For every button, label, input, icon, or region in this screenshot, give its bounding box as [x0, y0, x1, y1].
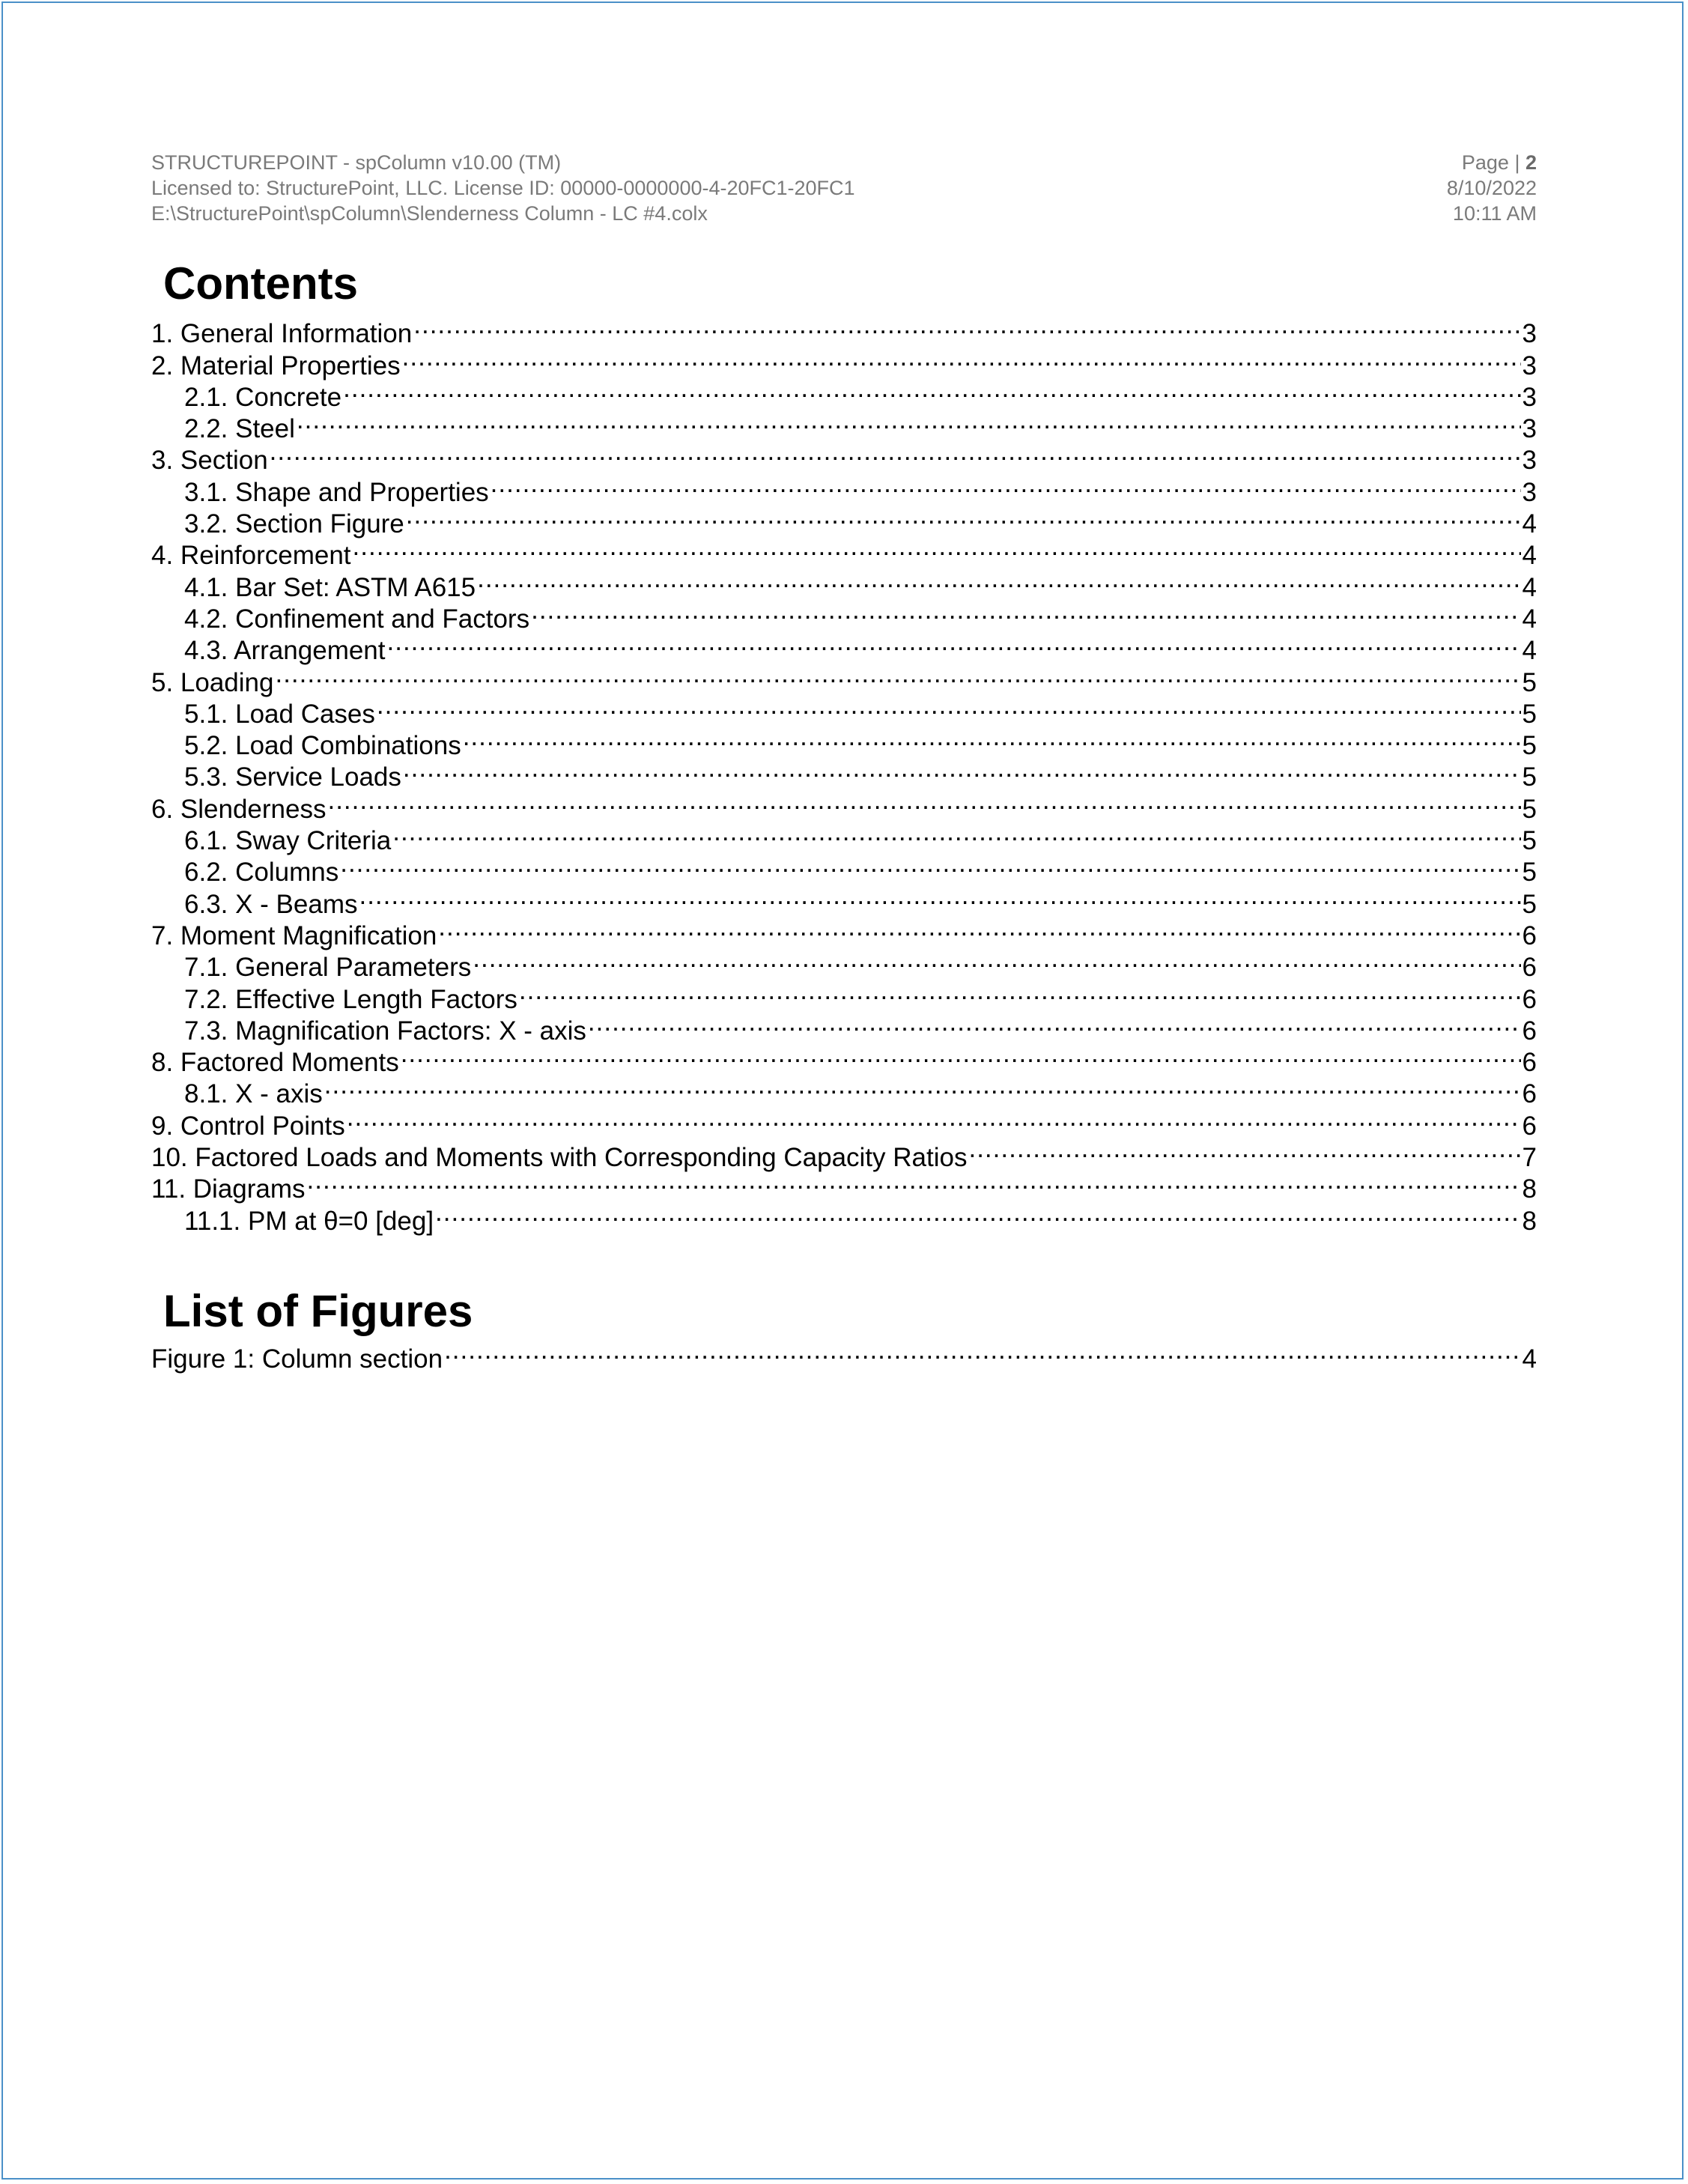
dot-leader: [297, 406, 1521, 437]
toc-entry-label: 6.2. Columns: [184, 858, 339, 888]
toc-entry-label: 8.1. X - axis: [184, 1079, 323, 1109]
dot-leader: [353, 533, 1521, 564]
toc-entry-page: 4: [1522, 509, 1537, 539]
toc-entry-page: 3: [1522, 319, 1537, 349]
toc-entry-page: 8: [1522, 1174, 1537, 1204]
toc-entry[interactable]: [151, 1166, 1537, 1204]
toc-entry[interactable]: [151, 1198, 1537, 1236]
toc-entry[interactable]: [151, 881, 1537, 919]
toc-entry-label: 5.3. Service Loads: [184, 762, 401, 792]
toc-entry-page: 6: [1522, 1111, 1537, 1141]
figures-heading: List of Figures: [163, 1286, 473, 1336]
report-time: 10:11 AM: [1452, 202, 1537, 225]
dot-leader: [519, 976, 1521, 1007]
dot-leader: [402, 342, 1521, 374]
toc-entry-page: 3: [1522, 477, 1537, 507]
toc-entry-label: 6.1. Sway Criteria: [184, 826, 392, 856]
dot-leader: [588, 1008, 1521, 1040]
toc-entry[interactable]: [151, 691, 1537, 729]
toc-entry-page: 5: [1522, 762, 1537, 792]
toc-entry-label: 2.2. Steel: [184, 414, 295, 444]
toc-entry-label: 4.3. Arrangement: [184, 636, 386, 666]
toc-entry-label: 4.2. Confinement and Factors: [184, 604, 530, 634]
dot-leader: [403, 754, 1521, 786]
dot-leader: [270, 437, 1521, 469]
toc-entry[interactable]: [151, 437, 1537, 476]
dot-leader: [327, 786, 1520, 817]
toc-entry-page: 4: [1522, 541, 1537, 571]
toc-entry[interactable]: [151, 533, 1537, 571]
dot-leader: [968, 1135, 1520, 1166]
toc-entry-page: 3: [1522, 351, 1537, 380]
report-date: 8/10/2022: [1446, 177, 1537, 199]
dot-leader: [531, 596, 1520, 628]
toc-entry-page: 3: [1522, 446, 1537, 476]
dot-leader: [463, 723, 1521, 754]
toc-entry-label: 1. General Information: [151, 319, 413, 349]
dot-leader: [359, 881, 1520, 912]
toc-entry-label: 3. Section: [151, 446, 268, 476]
toc-entry-label: 7. Moment Magnification: [151, 920, 437, 950]
toc-entry-page: 4: [1522, 604, 1537, 634]
toc-entry-page: 4: [1522, 572, 1537, 602]
dot-leader: [435, 1198, 1520, 1229]
dot-leader: [340, 849, 1520, 881]
toc-entry-page: 6: [1522, 1048, 1537, 1078]
dot-leader: [473, 944, 1520, 976]
toc-entry-page: 8: [1522, 1206, 1537, 1236]
toc-entry[interactable]: [151, 1135, 1537, 1173]
toc-entry-page: 5: [1522, 826, 1537, 856]
toc-entry-page: 5: [1522, 889, 1537, 919]
toc-entry-label: 6.3. X - Beams: [184, 889, 358, 919]
dot-leader: [387, 628, 1521, 659]
toc-entry[interactable]: [151, 1336, 1537, 1374]
toc-entry[interactable]: [151, 311, 1537, 349]
toc-entry-page: 4: [1522, 1344, 1537, 1374]
contents-heading: Contents: [163, 258, 358, 309]
dot-leader: [275, 659, 1520, 691]
toc-entry-label: 9. Control Points: [151, 1111, 345, 1141]
toc-entry-label: 5.2. Load Combinations: [184, 731, 461, 761]
header-row-1: [151, 150, 1537, 175]
toc-entry-label: 6. Slenderness: [151, 794, 327, 824]
dot-leader: [392, 818, 1520, 849]
toc-entry[interactable]: [151, 1102, 1537, 1141]
toc-entry[interactable]: [151, 564, 1537, 602]
dot-leader: [324, 1071, 1521, 1102]
toc-entry-page: 6: [1522, 1016, 1537, 1046]
toc-entry-label: 7.3. Magnification Factors: X - axis: [184, 1016, 586, 1046]
dot-leader: [444, 1336, 1520, 1368]
toc-entry-page: 6: [1522, 1079, 1537, 1109]
toc-entry-page: 7: [1522, 1143, 1537, 1173]
page-label: Page |: [1461, 151, 1525, 174]
toc-entry-label: 2.1. Concrete: [184, 382, 342, 412]
toc-entry-page: 3: [1522, 414, 1537, 444]
file-path: E:\StructurePoint\spColumn\Slenderness Column - LC #4.colx: [151, 202, 708, 225]
list-of-figures: [151, 1336, 1537, 1374]
table-of-contents: [151, 311, 1537, 1236]
toc-entry[interactable]: [151, 406, 1537, 444]
toc-entry-label: 4.1. Bar Set: ASTM A615: [184, 572, 476, 602]
toc-entry-label: 2. Material Properties: [151, 351, 401, 380]
header-row-2: [151, 175, 1537, 201]
dot-leader: [491, 469, 1521, 500]
toc-entry-page: 5: [1522, 699, 1537, 729]
toc-entry-label: Figure 1: Column section: [151, 1344, 443, 1374]
dot-leader: [343, 374, 1520, 406]
toc-entry[interactable]: [151, 469, 1537, 507]
page-number: 2: [1525, 151, 1537, 174]
toc-entry[interactable]: [151, 786, 1537, 824]
toc-entry-page: 6: [1522, 984, 1537, 1014]
dot-leader: [406, 501, 1521, 533]
dot-leader: [438, 913, 1520, 944]
toc-entry-label: 11.1. PM at θ=0 [deg]: [184, 1206, 434, 1236]
dot-leader: [413, 311, 1520, 342]
toc-entry-page: 5: [1522, 794, 1537, 824]
toc-entry-label: 5. Loading: [151, 667, 274, 697]
dot-leader: [477, 564, 1520, 595]
toc-entry[interactable]: [151, 913, 1537, 950]
toc-entry[interactable]: [151, 849, 1537, 888]
toc-entry-page: 5: [1522, 667, 1537, 697]
toc-entry[interactable]: [151, 374, 1537, 412]
toc-entry-label: 11. Diagrams: [151, 1174, 306, 1204]
toc-entry-label: 8. Factored Moments: [151, 1048, 399, 1078]
software-name: STRUCTUREPOINT - spColumn v10.00 (TM): [151, 151, 562, 174]
toc-entry-page: 5: [1522, 731, 1537, 761]
toc-entry-label: 4. Reinforcement: [151, 541, 351, 571]
page-indicator: [1462, 150, 1537, 175]
toc-entry-label: 3.1. Shape and Properties: [184, 477, 489, 507]
toc-entry-page: 3: [1522, 382, 1537, 412]
dot-leader: [307, 1166, 1521, 1198]
dot-leader: [401, 1040, 1521, 1071]
toc-entry-page: 4: [1522, 636, 1537, 666]
license-info: Licensed to: StructurePoint, LLC. License ID: 00000-0000000-4-20FC1-20FC1: [151, 177, 855, 199]
toc-entry-label: 5.1. Load Cases: [184, 699, 375, 729]
page-header: [151, 150, 1537, 226]
toc-entry[interactable]: [151, 659, 1537, 697]
toc-entry-label: 3.2. Section Figure: [184, 509, 404, 539]
header-row-3: [151, 201, 1537, 226]
toc-entry-page: 6: [1522, 920, 1537, 950]
toc-entry-page: 6: [1522, 953, 1537, 983]
toc-entry-label: 10. Factored Loads and Moments with Corresponding Capacity Ratios: [151, 1143, 968, 1173]
toc-entry[interactable]: [151, 1071, 1537, 1109]
dot-leader: [377, 691, 1521, 723]
toc-entry-label: 7.1. General Parameters: [184, 953, 472, 983]
toc-entry[interactable]: [151, 818, 1537, 856]
dot-leader: [347, 1102, 1521, 1134]
toc-entry-label: 7.2. Effective Length Factors: [184, 984, 517, 1014]
toc-entry-page: 5: [1522, 858, 1537, 888]
